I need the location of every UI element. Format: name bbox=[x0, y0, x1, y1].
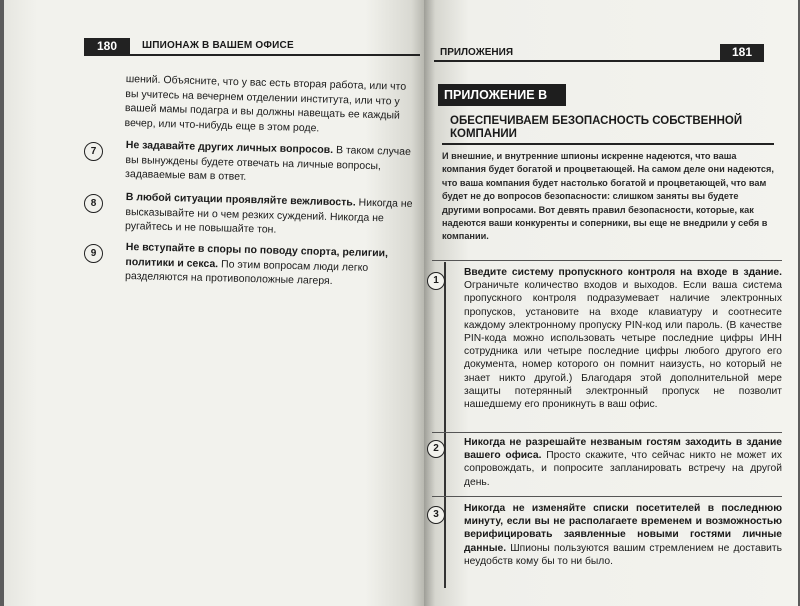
list-item-7 bbox=[125, 138, 416, 189]
item-text: Просто скажите, что сейчас никто не может их сопровождать, и попросите запланировать встречу на другой день. bbox=[464, 450, 783, 488]
page-number-left: 180 bbox=[84, 38, 130, 54]
list-item-1 bbox=[464, 266, 782, 411]
item-text: В таком случае вы вынуждены будете отвечать на личные вопросы, задаваемые вам в ответ. bbox=[124, 144, 412, 183]
right-page bbox=[424, 0, 798, 606]
item-rule bbox=[444, 262, 446, 434]
continuation-paragraph: шений. Объясните, что у вас есть вторая работа, или что вы учитесь на вечернем отделении института, или что у вашей мамы подагра и вы должны навещать ее каждый вечер, или что-нибудь еще в этом роде. bbox=[124, 72, 407, 134]
item-heading: Не задавайте других личных вопросов. bbox=[125, 138, 334, 157]
item-number-3: 3 bbox=[427, 506, 445, 524]
item-number-2: 2 bbox=[427, 440, 445, 458]
item-text: По этим вопросам люди легко разделяются на противоположные лагеря. bbox=[124, 257, 369, 288]
list-item-8 bbox=[125, 190, 416, 241]
section-divider bbox=[432, 496, 782, 497]
item-number-9: 9 bbox=[84, 244, 103, 263]
item-text: Ограничьте количество входов и выходов. Если ваша система пропускного контроля подразумевает наличие электронных пропусков, установите на входе клавиатуру и соотнесите каждому электронному пропуску PIN-код или пароль. (В качестве PIN-кода можно использовать четыре последние цифры ИНН сотрудника или четыре последние цифры любого другого его документа, номер которого он помнит наизусть, но который не знает никто другой.) Благодаря этой дополнительной мере защиты потерянный электронный пропуск не позволит нашедшему его проникнуть в ваш офис. bbox=[464, 280, 782, 411]
item-number-7: 7 bbox=[84, 142, 103, 161]
running-header-right bbox=[434, 44, 764, 62]
running-header-left bbox=[84, 38, 420, 56]
item-heading: Никогда не изменяйте списки посетителей в последнюю минуту, если вы не располагаете временем и возможностью верифицировать заявленные новыми гостями личные данные. bbox=[464, 503, 782, 554]
page-number-right: 181 bbox=[720, 44, 764, 60]
list-item-2 bbox=[464, 436, 782, 489]
item-heading: Введите систему пропускного контроля на входе в здание. bbox=[464, 267, 782, 278]
item-number-1: 1 bbox=[427, 272, 445, 290]
running-title-right: ПРИЛОЖЕНИЯ bbox=[440, 47, 514, 58]
title-rule bbox=[442, 143, 774, 145]
running-title-left: ШПИОНАЖ В ВАШЕМ ОФИСЕ bbox=[142, 40, 294, 51]
intro-paragraph: И внешние, и внутренние шпионы искренне надеются, что ваша компания будет богатой и процветающей. На самом деле они надеются, что ваша компания будет настолько богатой и процветающей, что вам будет не до вопросов безопасности: слишком заняты вы будете другими вопросами. Вот девять правил безопасности, которые, как надеются ваши конкуренты и соперники, вы еще не внедрили у себя в компании. bbox=[442, 151, 774, 242]
section-divider bbox=[432, 432, 782, 433]
item-heading: Никогда не разрешайте незваным гостям заходить в здание вашего офиса. bbox=[464, 437, 782, 462]
item-text: Шпионы пользуются вашим стремлением не доставить неудобств кому бы то ни было. bbox=[464, 542, 782, 567]
item-heading: В любой ситуации проявляйте вежливость. bbox=[125, 190, 356, 209]
appendix-title: ОБЕСПЕЧИВАЕМ БЕЗОПАСНОСТЬ СОБСТВЕННОЙ КОМПАНИИ bbox=[450, 115, 743, 140]
item-rule bbox=[444, 434, 446, 498]
appendix-label: ПРИЛОЖЕНИЕ В bbox=[438, 84, 566, 106]
section-divider bbox=[432, 260, 782, 261]
list-item-9 bbox=[125, 240, 416, 291]
list-item-3 bbox=[464, 502, 782, 568]
item-heading: Не вступайте в споры по поводу спорта, религии, политики и секса. bbox=[125, 240, 389, 270]
item-text: Никогда не высказывайте ни о чем резких суждений. Никогда не ругайтесь и не повышайте тон. bbox=[124, 196, 413, 236]
item-number-8: 8 bbox=[84, 194, 103, 213]
left-page bbox=[4, 0, 424, 606]
